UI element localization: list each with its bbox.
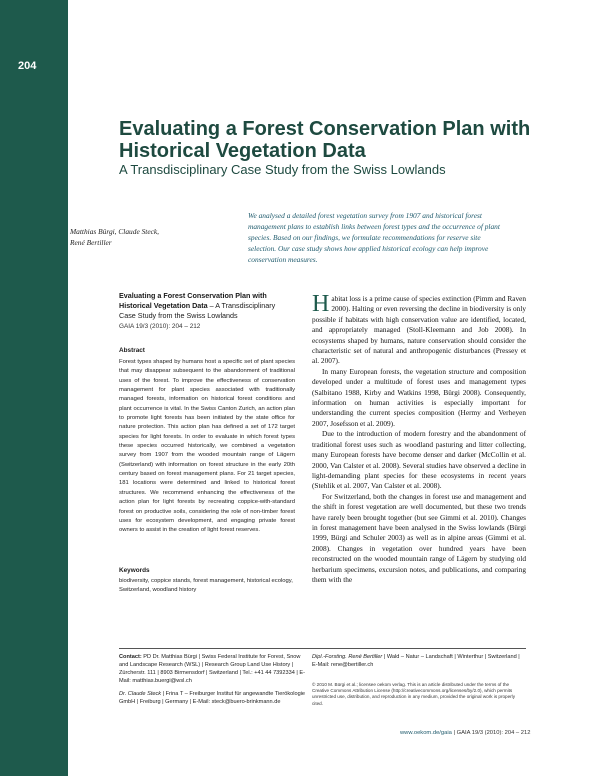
footer-rule	[119, 648, 526, 649]
body-paragraph: Due to the introduction of modern forestry and the abandonment of traditional forest uses such as woodland pasturing and litter collecting, many European forests have become denser and darker (McCollin et al. 2000, Van Calster et al. 2008). Several studies have observed a decline in light-demanding plant species for these ecosystems in recent years (Stehlik et al. 2007, Van Calster et al. 2008).	[312, 429, 526, 491]
journal-url[interactable]: www.oekom.de/gaia	[400, 730, 452, 736]
keywords-heading: Keywords	[119, 567, 150, 574]
reference-journal: GAIA 19/3 (2010): 204 – 212	[119, 323, 201, 330]
keywords-text: biodiversity, coppice stands, forest management, historical ecology, Switzerland, woodland history	[119, 578, 293, 594]
body-paragraph: For Switzerland, both the changes in forest use and management and the shift in forest vegetation are well documented, but these two trends have rarely been brought together (but see Gimmi et al. 2010). Changes in forest management have been analysed in the Swiss lowlands (Bürgi 1999, Bürgi and Schuler 2003) as well as in alpine areas (Gimmi et al. 2008). Changes in vegetation over hundred years have been reconstructed on the wooded mountain range of Lägern by studying old herbarium specimens, excursion notes, and publications, and comparing them with the	[312, 491, 526, 584]
page-sidebar	[0, 0, 68, 776]
page-number: 204	[18, 60, 37, 72]
contact-author2: Dr. Claude Steck | Frina T – Freiburger Institut für angewandte Tierökologie GmbH | Freiburg | Germany | E-Mail: steck@buero-brinkmann.de	[119, 691, 306, 706]
author-line: Matthias Bürgi, Claude Steck,	[70, 227, 160, 236]
article-title: Evaluating a Forest Conservation Plan with Historical Vegetation Data	[119, 118, 531, 162]
contact-author3: Dipl.-Forsting. René Bertiller | Wald – Natur – Landschaft | Winterthur | Switzerland | E-Mail: rene@bertiller.ch	[312, 654, 520, 669]
author-line: René Bertiller	[70, 238, 112, 247]
reference-block	[119, 291, 293, 332]
license-text: © 2010 M. Bürgi et al.; licensee oekom verlag. This is an article distributed under the terms of the Creative Commons Attribution License (http://creativecommons.org/licenses/by/2.0), which permits unrestricted use, distribution, and reproduction in any medium, provided the original work is properly cited.	[312, 682, 515, 706]
body-paragraph: In many European forests, the vegetation structure and composition developed under a multitude of forest uses and management types (Salbitano 1988, Kirby and Watkins 1998, Bürgi 2008). Consequently, information on human activities is especially important for understanding the current species composition (Hermy and Verheyen 2007, Josefsson et al. 2009).	[312, 366, 526, 428]
page-footer: www.oekom.de/gaia | GAIA 19/3 (2010): 204 – 212	[400, 730, 531, 736]
drop-cap: H	[312, 291, 330, 317]
reference-title: Evaluating a Forest Conservation Plan with Historical Vegetation Data – A Transdisciplinary Case Study from the Swiss Lowlands	[119, 291, 276, 320]
body-paragraph: Habitat loss is a prime cause of species extinction (Pimm and Raven 2000). Halting or even reversing the decline in biodiversity is only possible if habitats with high conservation value are identified, located, and appropriately managed (Stoll-Kleemann and Job 2008). In ecosystems shaped by humans, nature conservation should consider the characteristic set of natural and anthropogenic disturbances (Pressey et al. 2007).	[312, 291, 526, 366]
contact-author1: Contact: PD Dr. Matthias Bürgi | Swiss Federal Institute for Forest, Snow and Landscape Research (WSL) | Research Group Land Use History | Zürcherstr. 111 | 8903 Birmensdorf | Switzerland | Tel.: +41 44 7392334 | E-Mail: matthias.buergi@wsl.ch	[119, 654, 305, 685]
body-text	[312, 291, 526, 585]
abstract-text: Forest types shaped by humans host a specific set of plant species that may disappear subsequent to the abandonment of traditional uses of the forest. To improve the effectiveness of conservation management for plant species associated with traditionally managed forests, information on historical forest conditions and plant occurrence is vital. In the Swiss Canton Zurich, an action plan to promote light forests has been initiated by the state office for nature protection. This action plan has defined a set of 172 target species for light forests. In order to evaluate in which forest types these species occurred historically, we combined a vegetation survey from 1907 from the wooded mountain range of Lägern (Switzerland) with information on forest structure in the early 20th century based on forest management plans. For 21 target species, 181 locations were determined and linked to historical forest structures. We recommend enhancing the effectiveness of the action plan for light forests by recreating coppice-with-standard forest on productive soils, considering the role of non-timber forest uses for ecosystem development, and engaging private forest owners to assist in the creation of light forest reserves.	[119, 359, 295, 534]
article-subtitle: A Transdisciplinary Case Study from the Swiss Lowlands	[119, 162, 446, 177]
author-list	[70, 226, 220, 248]
teaser-text: We analysed a detailed forest vegetation survey from 1907 and historical forest management plans to establish links between forest types and the occurrence of plant species. Based on our findings, we formulate recommendations for reserve site selection. Our case study shows how applied historical ecology can help improve conservation measures.	[248, 211, 500, 264]
abstract-heading: Abstract	[119, 347, 145, 354]
